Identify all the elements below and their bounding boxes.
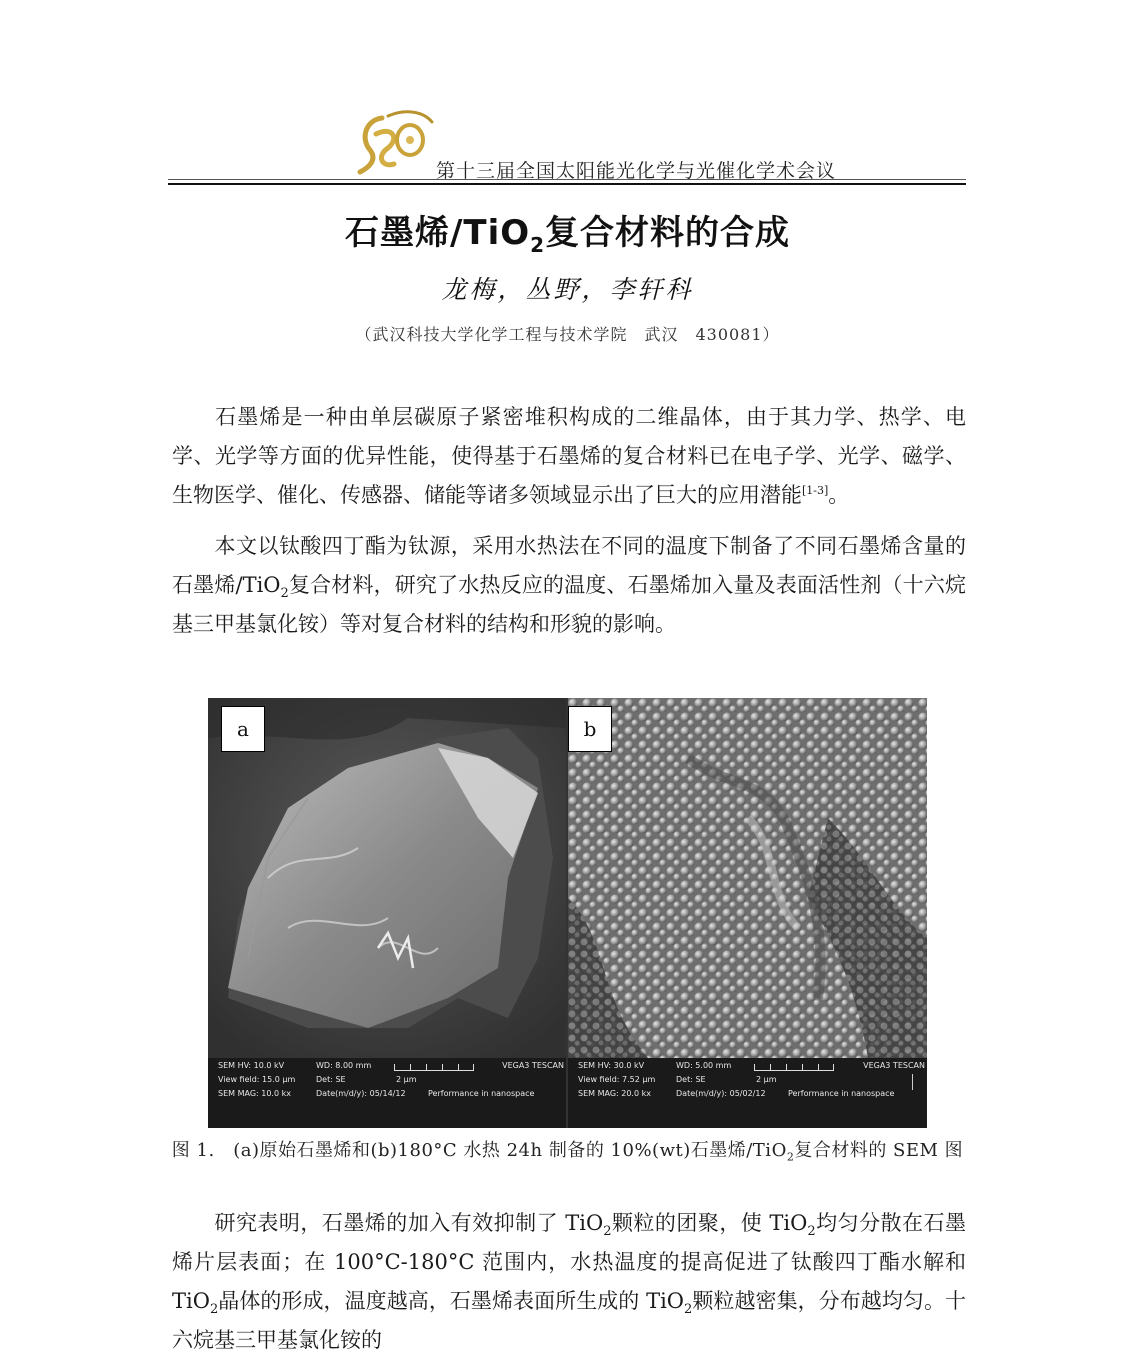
scale-bar-a — [394, 1060, 474, 1071]
paper-title — [0, 205, 1135, 257]
sem-info-bar-b: SEM HV: 30.0 kV WD: 5.00 mm VEGA3 TESCAN View field: 7.52 μm Det: SE SEM MAG: 20.0 kx Date(m/d/y): 05/02/12 2 μm Performance in nanospace — [568, 1058, 927, 1128]
composite-particles-image — [568, 698, 927, 1058]
panel-label-a: a — [221, 706, 265, 752]
panel-label-b: b — [568, 706, 612, 752]
sem-panel-a — [208, 698, 566, 1128]
authors: 龙梅，丛野，李轩科 — [441, 275, 694, 304]
title-text-rest: 复合材料的合成 — [545, 213, 791, 253]
sem-figure — [208, 698, 927, 1128]
paragraph-intro: 石墨烯是一种由单层碳原子紧密堆积构成的二维晶体，由于其力学、热学、电学、光学等方面的优异性能，使得基于石墨烯的复合材料已在电子学、光学、磁学、生物医学、催化、传感器、储能等诸多领域显示出了巨大的应用潜能[1-3]。 — [172, 405, 966, 507]
header-divider-thin — [168, 179, 966, 180]
sem-info-bar-a: SEM HV: 10.0 kV WD: 8.00 mm VEGA3 TESCAN View field: 15.0 μm Det: SE SEM MAG: 10.0 kx Date(m/d/y): 05/14/12 2 μm Performance in nanospace — [208, 1058, 566, 1128]
anniversary-80-logo-icon — [352, 104, 436, 176]
sem-panel-b — [568, 698, 927, 1128]
figure-caption: 图 1. (a)原始石墨烯和(b)180°C 水热 24h 制备的 10%(wt)石墨烯/TiO$_2$复合材料的 SEM 图 — [171, 1140, 964, 1164]
citation-ref: [1-3] — [802, 484, 829, 497]
conference-title: 第十三届全国太阳能光化学与光催化学术会议 — [436, 160, 837, 182]
graphene-sheet-image — [208, 698, 566, 1058]
affiliation: （武汉科技大学化学工程与技术学院 武汉 430081） — [355, 325, 780, 344]
paragraph-results: 研究表明，石墨烯的加入有效抑制了 TiO$_2$颗粒的团聚，使 TiO$_2$均匀分散在石墨烯片层表面；在 100°C-180°C 范围内，水热温度的提高促进了钛酸四丁酯水解和 TiO$_2$晶体的形成，温度越高，石墨烯表面所生成的 TiO$_2$颗粒越密集，分布越均匀。十六烷基三甲基氯化铵的 — [172, 1211, 967, 1352]
scale-bar-b — [754, 1060, 834, 1071]
corner-mark — [912, 1074, 923, 1090]
title-subscript: 2 — [530, 232, 546, 257]
paragraph-method: 本文以钛酸四丁酯为钛源，采用水热法在不同的温度下制备了不同石墨烯含量的石墨烯/TiO$_2$复合材料，研究了水热反应的温度、石墨烯加入量及表面活性剂（十六烷基三甲基氯化铵）等对复合材料的结构和形貌的影响。 — [172, 534, 967, 636]
title-text: 石墨烯/TiO — [344, 213, 531, 253]
header-divider — [168, 183, 966, 185]
